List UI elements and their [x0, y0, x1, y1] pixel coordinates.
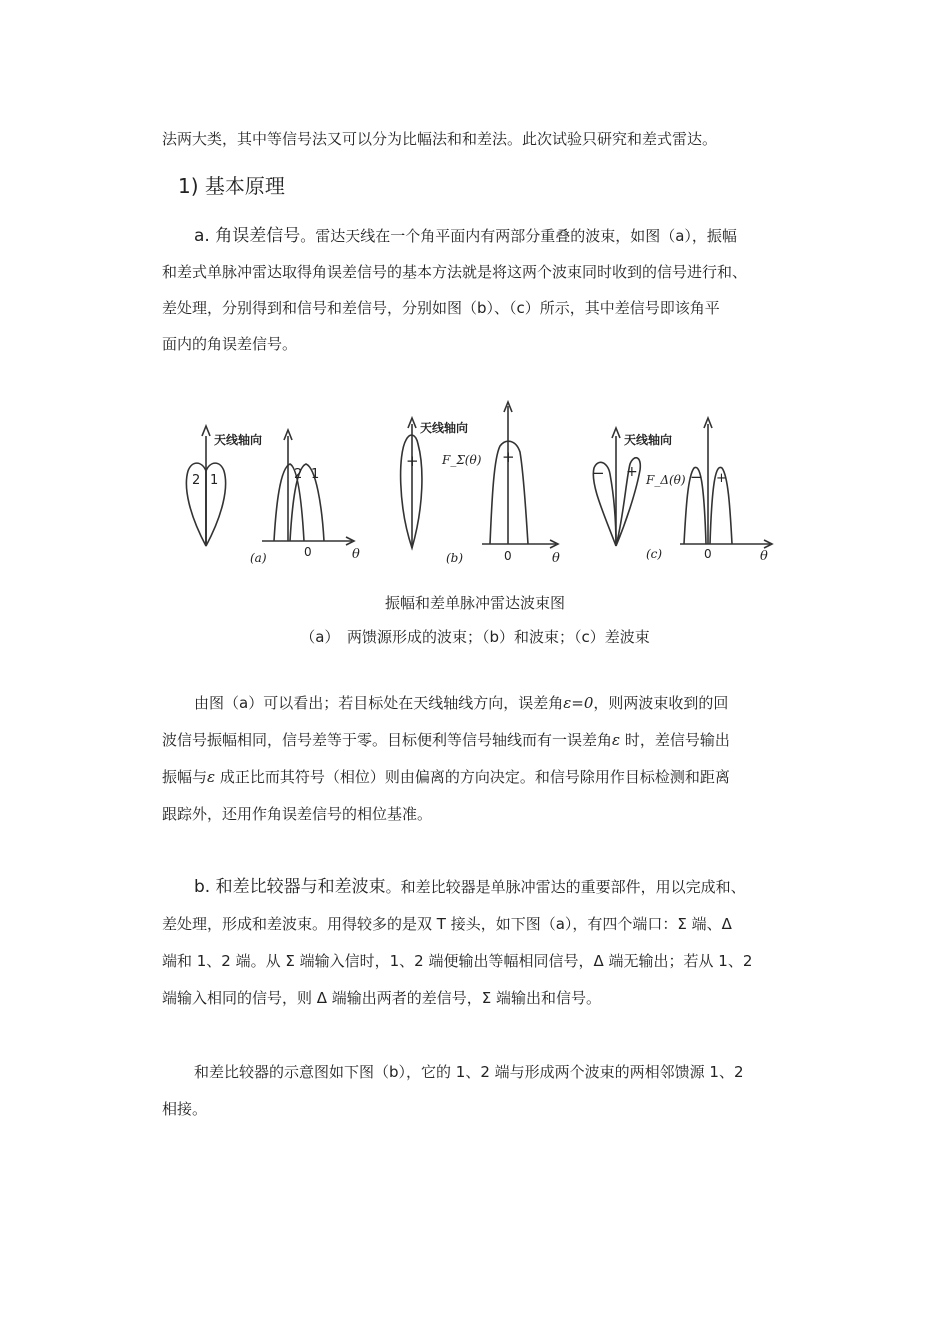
lobe-label-1: 1: [210, 473, 219, 488]
panel-label-a: (a): [250, 551, 267, 565]
para-2-line-3: 振幅与ε 成正比而其符号（相位）则由偏离的方向决定。和信号除用作目标检测和距离: [162, 768, 730, 786]
para-b-line-2: 差处理，形成和差波束。用得较多的是双 T 接头，如下图（a），有四个端口：Σ 端、Δ: [162, 915, 732, 933]
para-2-line-2: 波信号振幅相同，信号差等于零。目标便利等信号轴线而有一误差角ε 时，差信号输出: [162, 731, 730, 749]
para-2-line-1: 由图（a）可以看出；若目标处在天线轴线方向，误差角ε=0，则两波束收到的回: [194, 694, 729, 712]
diff-function-label: F_Δ(θ): [646, 473, 686, 487]
panel-label-b: (b): [446, 551, 464, 565]
para-2-line-4: 跟踪外，还用作角误差信号的相位基准。: [162, 805, 433, 823]
axis-label-c: 天线轴向: [624, 433, 673, 447]
beam-pattern-figure: [180, 396, 780, 576]
section-heading: 1) 基本原理: [178, 174, 285, 198]
para-a-lead: a. 角误差信号: [194, 226, 301, 246]
intro-line: 法两大类，其中等信号法又可以分为比幅法和和差法。此次试验只研究和差式雷达。: [162, 130, 718, 148]
beam-label-2: 2: [294, 467, 303, 482]
minus-sign-c: −: [690, 468, 703, 486]
theta-label-c: θ: [760, 549, 768, 564]
plus-sign-b-polar: +: [406, 452, 419, 470]
plus-sign-c-polar: +: [626, 464, 638, 480]
minus-sign-c-polar: −: [592, 464, 605, 482]
axis-label-a: 天线轴向: [214, 433, 263, 447]
beam-label-1: 1: [311, 467, 320, 482]
theta-label-b: θ: [552, 551, 560, 566]
axis-label-b: 天线轴向: [420, 421, 469, 435]
para-b-line-3: 端和 1、2 端。从 Σ 端输入信时，1、2 端便输出等幅相同信号，Δ 端无输出；若从 1、2: [162, 952, 753, 970]
epsilon-equation: ε=0: [563, 694, 594, 712]
zero-label-c: 0: [704, 547, 712, 561]
figure-caption-title: 振幅和差单脉冲雷达波束图: [384, 594, 565, 612]
para-a-line-3: 差处理，分别得到和信号和差信号，分别如图（b）、（c）所示，其中差信号即该角平: [162, 299, 720, 317]
sum-function-label: F_Σ(θ): [442, 453, 482, 467]
para-c-line-2: 相接。: [162, 1100, 208, 1118]
para-c-line-1: 和差比较器的示意图如下图（b），它的 1、2 端与形成两个波束的两相邻馈源 1、2: [194, 1063, 744, 1081]
figure-caption-sub: （a） 两馈源形成的波束；（b）和波束；（c）差波束: [300, 628, 650, 646]
axis-arrow: [202, 426, 210, 436]
epsilon-symbol: ε: [612, 731, 621, 749]
para-b-line-1: b. 和差比较器与和差波束。和差比较器是单脉冲雷达的重要部件，用以完成和、: [194, 877, 746, 897]
panel-label-c: (c): [646, 547, 663, 561]
para-a-line-4: 面内的角误差信号。: [162, 335, 298, 353]
para-b-line-4: 端输入相同的信号，则 Δ 端输出两者的差信号，Σ 端输出和信号。: [162, 989, 602, 1007]
para-a-line-1: a. 角误差信号。雷达天线在一个角平面内有两部分重叠的波束，如图（a），振幅: [194, 226, 737, 246]
theta-label-a: θ: [352, 547, 360, 562]
para-b-lead: b. 和差比较器与和差波束: [194, 877, 386, 897]
epsilon-symbol: ε: [207, 768, 216, 786]
plus-sign-b: +: [502, 448, 515, 466]
plus-sign-c: +: [716, 471, 727, 486]
para-a-line-2: 和差式单脉冲雷达取得角误差信号的基本方法就是将这两个波束同时收到的信号进行和、: [162, 263, 748, 281]
lobe-label-2: 2: [192, 473, 201, 488]
zero-label-b: 0: [504, 549, 512, 563]
zero-label-a: 0: [304, 545, 312, 559]
